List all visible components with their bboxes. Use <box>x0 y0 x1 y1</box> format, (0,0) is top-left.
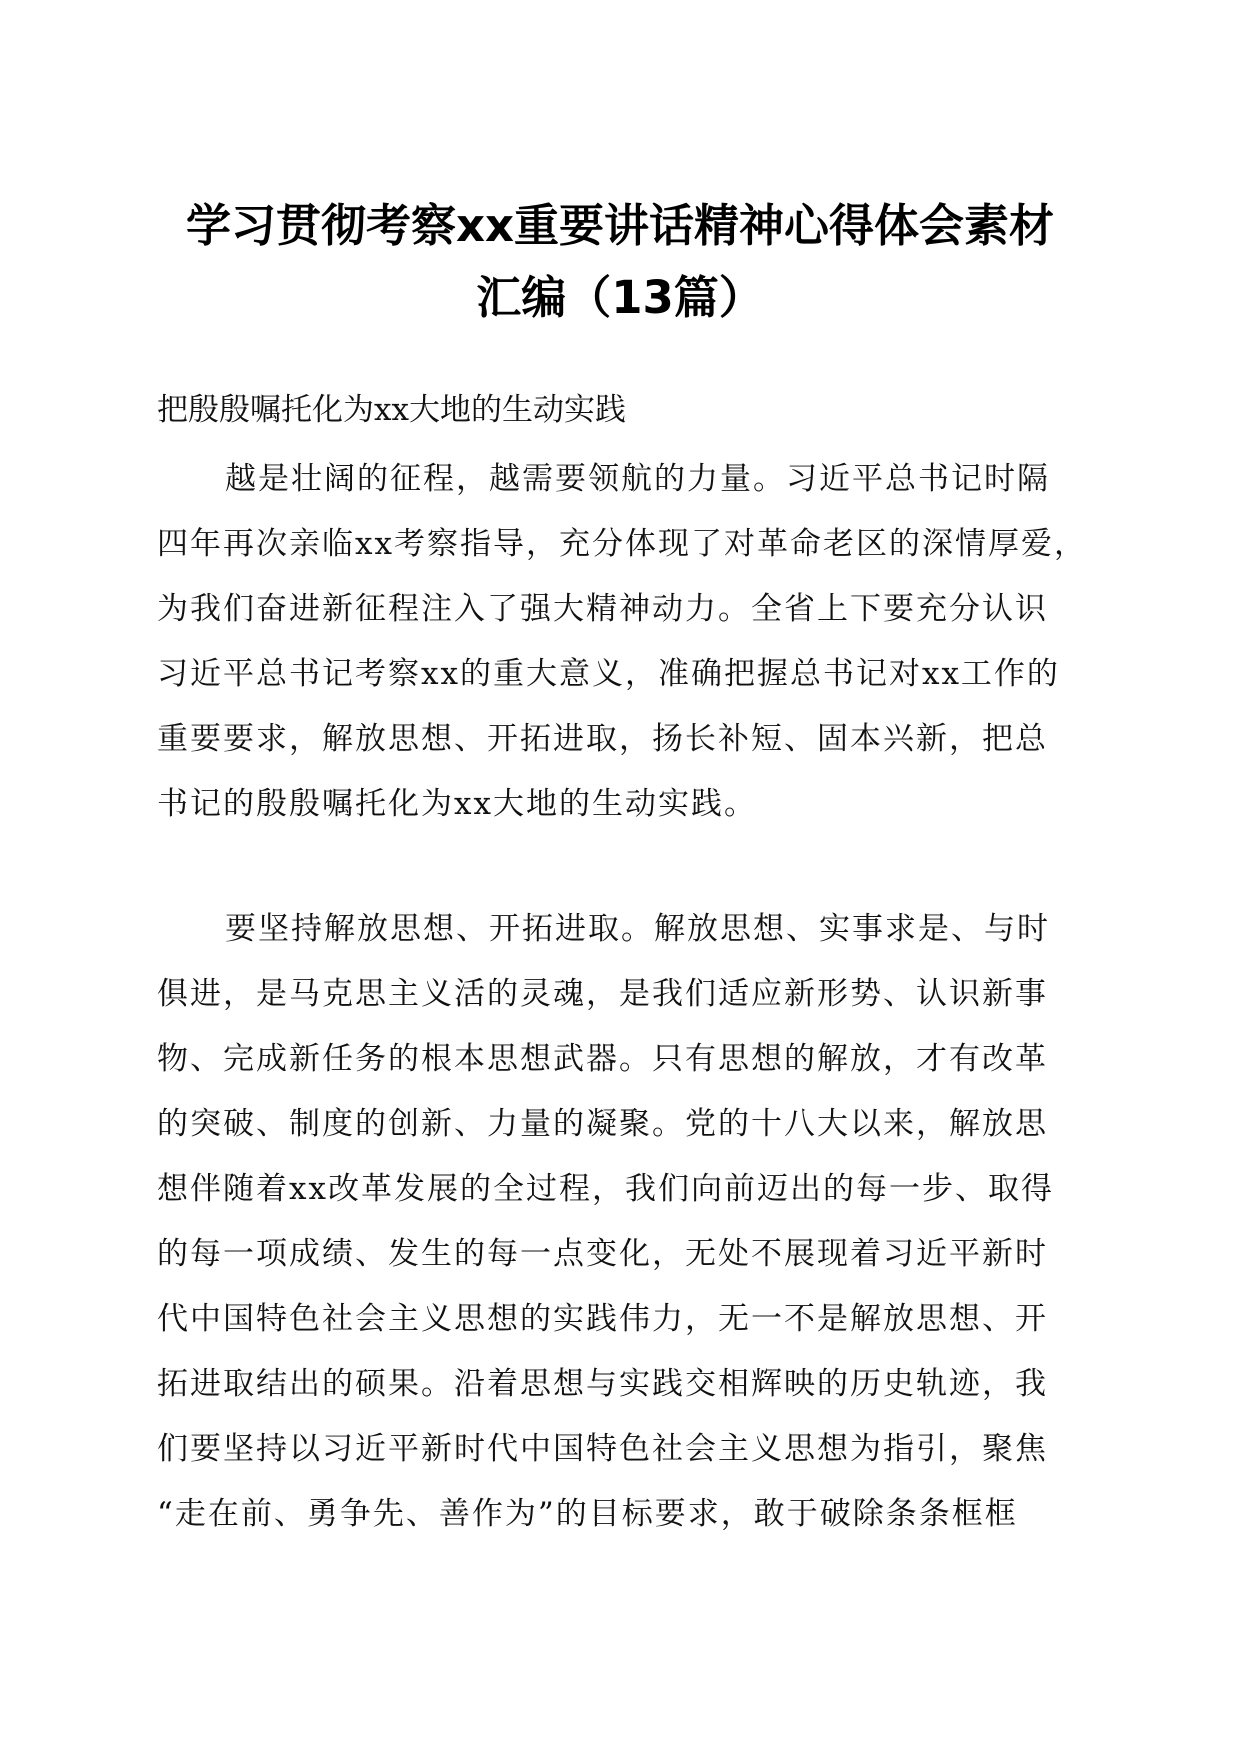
section-heading: 把殷殷嘱托化为xx大地的生动实践 <box>157 392 626 428</box>
paragraph-line: 想伴随着xx改革发展的全过程，我们向前迈出的每一步、取得 <box>157 1171 1054 1207</box>
paragraph-line: 越是壮阔的征程，越需要领航的力量。习近平总书记时隔 <box>225 461 1050 497</box>
paragraph <box>157 897 1097 1547</box>
document-title <box>120 190 1120 334</box>
paragraph-line: 俱进，是马克思主义活的灵魂，是我们适应新形势、认识新事 <box>157 976 1048 1012</box>
paragraph-line: “走在前、勇争先、善作为”的目标要求，敢于破除条条框框 <box>157 1496 1018 1532</box>
paragraph-line: 物、完成新任务的根本思想武器。只有思想的解放，才有改革 <box>157 1041 1048 1077</box>
title-line: 学习贯彻考察xx重要讲话精神心得体会素材 <box>185 199 1055 252</box>
paragraph-line: 重要要求，解放思想、开拓进取，扬长补短、固本兴新，把总 <box>157 721 1048 757</box>
paragraph-line: 为我们奋进新征程注入了强大精神动力。全省上下要充分认识 <box>157 591 1048 627</box>
paragraph-line: 习近平总书记考察xx的重大意义，准确把握总书记对xx工作的 <box>157 656 1060 692</box>
paragraph-line: 四年再次亲临xx考察指导，充分体现了对革命老区的深情厚爱， <box>157 526 1087 562</box>
title-line: 汇编（13篇） <box>476 271 764 324</box>
paragraph <box>157 447 1097 837</box>
paragraph-line: 的突破、制度的创新、力量的凝聚。党的十八大以来，解放思 <box>157 1106 1048 1142</box>
paragraph-line: 们要坚持以习近平新时代中国特色社会主义思想为指引，聚焦 <box>157 1431 1048 1467</box>
paragraph-line: 代中国特色社会主义思想的实践伟力，无一不是解放思想、开 <box>157 1301 1048 1337</box>
paragraph-line: 要坚持解放思想、开拓进取。解放思想、实事求是、与时 <box>225 911 1050 947</box>
paragraph-line: 书记的殷殷嘱托化为xx大地的生动实践。 <box>157 786 757 822</box>
paragraph-line: 的每一项成绩、发生的每一点变化，无处不展现着习近平新时 <box>157 1236 1048 1272</box>
paragraph-line: 拓进取结出的硕果。沿着思想与实践交相辉映的历史轨迹，我 <box>157 1366 1048 1402</box>
